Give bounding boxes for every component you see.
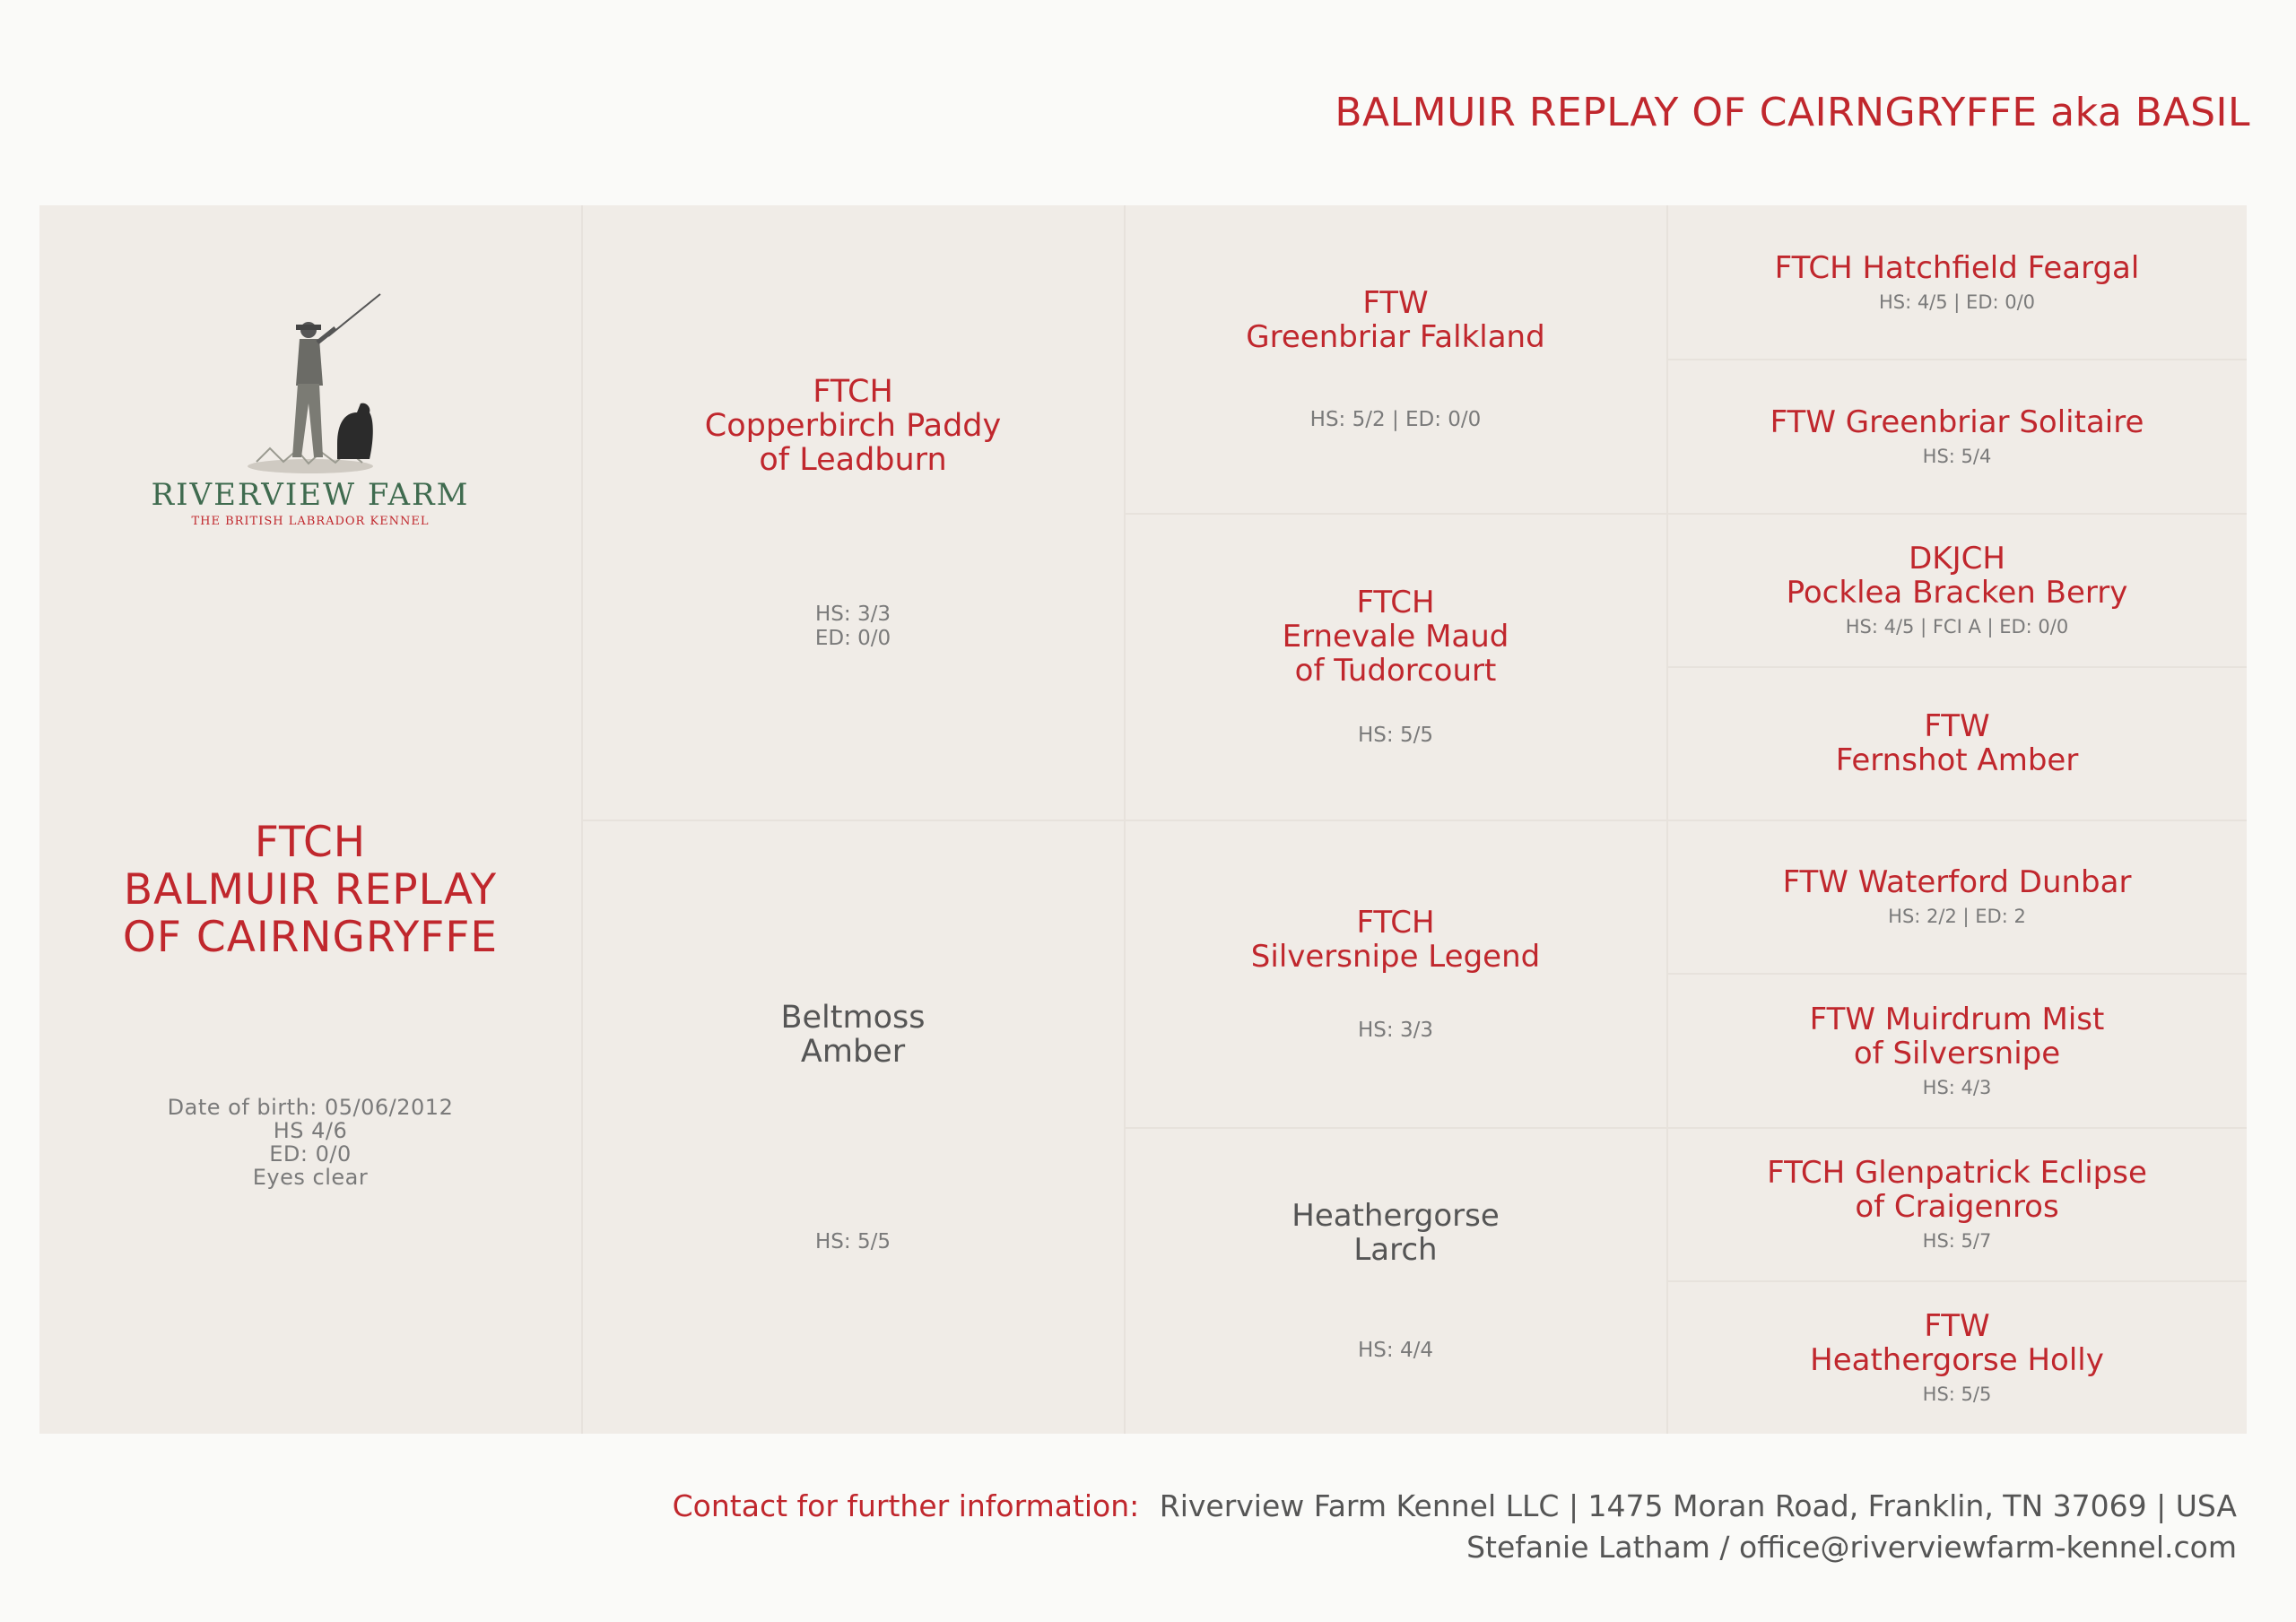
grandparent-note: HS: 5/5 <box>1358 724 1433 747</box>
grandparent-note: HS: 5/2 | ED: 0/0 <box>1309 408 1482 431</box>
dam-name-line2: Amber <box>800 1033 906 1070</box>
hunter-with-dog-icon <box>203 287 418 475</box>
great-grandparent-entry <box>1667 205 2247 359</box>
great-grandparent-name: Fernshot Amber <box>1835 742 2079 778</box>
great-grandparent-name: FTW Waterford Dunbar <box>1782 864 2132 900</box>
great-grandparent-note: HS: 5/7 <box>1922 1230 1992 1252</box>
great-grandparent-entry <box>1667 974 2247 1127</box>
contact-address: Riverview Farm Kennel LLC | 1475 Moran Road, Franklin, TN 37069 | USA <box>1159 1488 2237 1523</box>
grandparent-title: FTW <box>1362 285 1429 321</box>
grandparent-entry <box>1125 820 1666 1127</box>
great-grandparent-name-line2: of Craigenros <box>1855 1189 2059 1225</box>
sire-ed: ED: 0/0 <box>814 626 891 650</box>
great-grandparent-name: FTW Muirdrum Mist <box>1809 1001 2105 1037</box>
great-grandparent-entry <box>1667 667 2247 820</box>
sire-hs: HS: 3/3 <box>815 602 891 626</box>
dog-name-line1: BALMUIR REPLAY <box>123 864 498 915</box>
great-grandparent-title: FTW <box>1924 708 1990 744</box>
great-grandparent-title: DKJCH <box>1909 541 2005 577</box>
grandparent-name: Ernevale Maud <box>1282 619 1509 655</box>
grandparent-entry <box>1125 1128 1666 1434</box>
great-grandparent-entry <box>1667 820 2247 973</box>
great-grandparent-note: HS: 5/5 <box>1922 1383 1992 1405</box>
dog-main-entry <box>39 806 581 1201</box>
pedigree-table <box>39 205 2247 1434</box>
great-grandparent-title: FTW <box>1924 1308 1990 1344</box>
great-grandparent-name: FTCH Glenpatrick Eclipse <box>1767 1155 2147 1191</box>
great-grandparent-note: HS: 5/4 <box>1922 445 1992 467</box>
great-grandparent-note: HS: 4/3 <box>1922 1076 1992 1098</box>
sire-name-line2: of Leadburn <box>759 441 947 478</box>
great-grandparent-name: Heathergorse Holly <box>1810 1342 2104 1378</box>
great-grandparent-entry <box>1667 1128 2247 1280</box>
grandparent-name: Heathergorse <box>1292 1198 1500 1234</box>
great-grandparent-entry <box>1667 360 2247 513</box>
great-grandparent-name-line2: of Silversnipe <box>1853 1035 2061 1071</box>
sire-title: FTCH <box>813 373 893 410</box>
grandparent-name-line2: of Tudorcourt <box>1294 653 1497 689</box>
great-grandparent-entry <box>1667 1281 2247 1434</box>
dog-eyes: Eyes clear <box>252 1164 369 1190</box>
dam-entry <box>582 820 1124 1434</box>
dog-hs: HS 4/6 <box>273 1117 348 1143</box>
grandparent-name: Silversnipe Legend <box>1250 938 1541 975</box>
grandparent-note: HS: 4/4 <box>1358 1339 1433 1362</box>
grandparent-entry <box>1125 205 1666 513</box>
kennel-logo <box>39 268 581 546</box>
grandparent-entry <box>1125 514 1666 820</box>
grandparent-name-line2: Larch <box>1353 1232 1438 1268</box>
grandparent-title: FTCH <box>1356 585 1435 620</box>
dog-dob: Date of birth: 05/06/2012 <box>167 1094 454 1120</box>
grandparent-title: FTCH <box>1356 904 1435 941</box>
great-grandparent-name: FTW Greenbriar Solitaire <box>1770 403 2144 440</box>
great-grandparent-entry <box>1667 514 2247 666</box>
dog-ed: ED: 0/0 <box>269 1141 352 1167</box>
great-grandparent-note: HS: 2/2 | ED: 2 <box>1888 906 2026 927</box>
great-grandparent-note: HS: 4/5 | FCI A | ED: 0/0 <box>1845 616 2069 638</box>
great-grandparent-name: Pocklea Bracken Berry <box>1786 575 2128 611</box>
dam-name-line1: Beltmoss <box>780 999 926 1036</box>
logo-tagline: THE BRITISH LABRADOR KENNEL <box>191 514 430 528</box>
contact-person-email[interactable]: Stefanie Latham / office@riverviewfarm-kennel.com <box>1466 1530 2237 1565</box>
logo-name: RIVERVIEW FARM <box>151 476 470 513</box>
page-title: BALMUIR REPLAY OF CAIRNGRYFFE aka BASIL <box>1335 90 2250 135</box>
footer-contact <box>673 1488 2237 1523</box>
dog-name-line2: OF CAIRNGRYFFE <box>122 912 499 962</box>
grandparent-name: Greenbriar Falkland <box>1246 319 1545 355</box>
dog-title: FTCH <box>254 817 367 867</box>
sire-name-line1: Copperbirch Paddy <box>704 407 1002 444</box>
sire-entry <box>582 205 1124 820</box>
great-grandparent-note: HS: 4/5 | ED: 0/0 <box>1878 291 2036 313</box>
contact-label: Contact for further information: <box>672 1488 1140 1523</box>
great-grandparent-name: FTCH Hatchfield Feargal <box>1774 249 2140 286</box>
dam-hs: HS: 5/5 <box>815 1229 891 1253</box>
grandparent-note: HS: 3/3 <box>1358 1018 1433 1042</box>
